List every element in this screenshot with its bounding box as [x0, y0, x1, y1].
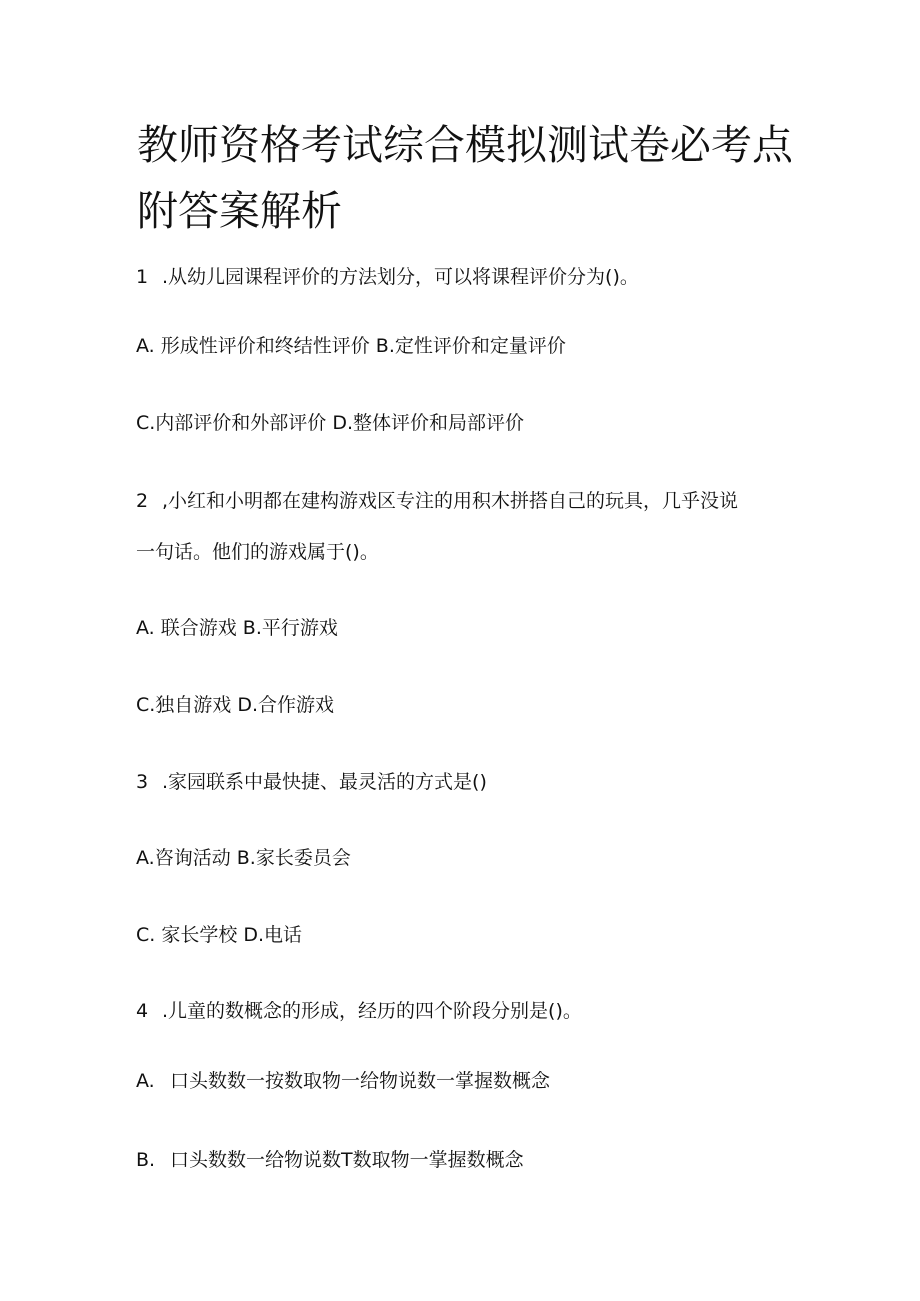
option-text: 口头数数一给物说数T数取物一掌握数概念 — [170, 1149, 524, 1171]
question-number: 2 — [136, 490, 149, 512]
question-2-text-line-2: 一句话。他们的游戏属于()。 — [136, 541, 379, 563]
question-2-options-cd: C.独自游戏 D.合作游戏 — [136, 694, 335, 716]
question-text: .从幼儿园课程评价的方法划分，可以将课程评价分为()。 — [162, 266, 639, 288]
question-4 — [136, 996, 582, 1026]
question-1-options-cd: C.内部评价和外部评价 D.整体评价和局部评价 — [136, 412, 525, 434]
question-2 — [136, 486, 738, 516]
question-1 — [136, 262, 639, 292]
question-number: 4 — [136, 1000, 149, 1022]
page-title: 教师资格考试综合模拟测试卷必考点附答案解析 — [137, 121, 793, 235]
question-3-options-cd: C. 家长学校 D.电话 — [136, 924, 303, 946]
option-label: B. — [136, 1149, 156, 1171]
option-text: 口头数数一按数取物一给物说数一掌握数概念 — [170, 1070, 551, 1092]
option-label: A. — [136, 1070, 155, 1092]
question-2-options-ab: A. 联合游戏 B.平行游戏 — [136, 617, 338, 639]
question-1-options-ab: A. 形成性评价和终结性评价 B.定性评价和定量评价 — [136, 335, 566, 357]
question-number: 1 — [136, 266, 149, 288]
question-text: .家园联系中最快捷、最灵活的方式是() — [162, 771, 487, 793]
question-text: .儿童的数概念的形成，经历的四个阶段分别是()。 — [162, 1000, 582, 1022]
question-number: 3 — [136, 771, 149, 793]
question-3-options-ab: A.咨询活动 B.家长委员会 — [136, 847, 351, 869]
question-3 — [136, 767, 487, 797]
question-4-option-a — [136, 1066, 550, 1096]
question-text-line-1: ,小红和小明都在建构游戏区专注的用积木拼搭自己的玩具，几乎没说 — [162, 490, 739, 512]
question-4-option-b — [136, 1145, 524, 1175]
